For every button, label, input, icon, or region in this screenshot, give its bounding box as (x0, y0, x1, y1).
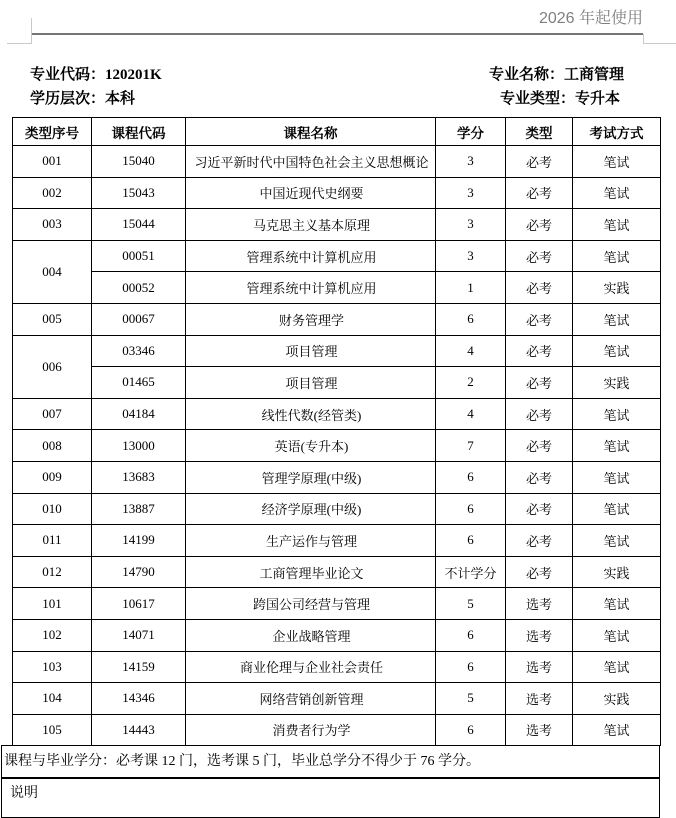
cell-type: 必考 (506, 398, 573, 430)
cell-type: 必考 (506, 461, 573, 493)
cell-course-code: 15040 (92, 146, 186, 178)
cell-credits: 6 (436, 461, 506, 493)
cell-credits: 6 (436, 493, 506, 525)
cell-credits: 5 (436, 588, 506, 620)
cell-type-seq: 105 (13, 714, 92, 746)
table-header-row (13, 118, 661, 146)
cell-course-code: 13683 (92, 461, 186, 493)
table-row (13, 272, 661, 304)
cell-type-seq: 012 (13, 556, 92, 588)
cell-exam-method: 笔试 (573, 619, 661, 651)
cell-credits: 6 (436, 714, 506, 746)
cell-credits: 4 (436, 398, 506, 430)
cell-exam-method: 笔试 (573, 398, 661, 430)
major-name-line (489, 66, 624, 85)
cell-course-name: 项目管理 (186, 367, 436, 399)
education-level-label: 学历层次： (30, 91, 106, 107)
cell-course-name: 英语(专升本) (186, 430, 436, 462)
cell-type-seq: 008 (13, 430, 92, 462)
cell-course-name: 跨国公司经营与管理 (186, 588, 436, 620)
cell-course-code: 00067 (92, 303, 186, 335)
major-name-value: 工商管理 (564, 67, 625, 83)
cell-type: 必考 (506, 303, 573, 335)
cell-credits: 6 (436, 651, 506, 683)
cell-type-seq: 002 (13, 177, 92, 209)
cell-course-name: 中国近现代史纲要 (186, 177, 436, 209)
cell-exam-method: 笔试 (573, 461, 661, 493)
cell-exam-method: 笔试 (573, 525, 661, 557)
cell-type-seq: 009 (13, 461, 92, 493)
cell-credits: 5 (436, 683, 506, 715)
cell-type: 必考 (506, 430, 573, 462)
cell-exam-method: 实践 (573, 683, 661, 715)
cell-type-seq: 007 (13, 398, 92, 430)
cell-type-seq: 102 (13, 619, 92, 651)
table-footer-note: 课程与毕业学分：必考课 12 门，选考课 5 门，毕业总学分不得少于 76 学分。 (1, 745, 660, 778)
cell-type-seq: 001 (13, 146, 92, 178)
cell-course-name: 消费者行为学 (186, 714, 436, 746)
cell-type: 必考 (506, 177, 573, 209)
cell-exam-method: 笔试 (573, 651, 661, 683)
cell-course-name: 商业伦理与企业社会责任 (186, 651, 436, 683)
page-margin-mark-top-left-horizontal (7, 43, 32, 44)
cell-type-seq: 003 (13, 209, 92, 241)
cell-type-seq: 011 (13, 525, 92, 557)
table-row (13, 683, 661, 715)
cell-type: 选考 (506, 588, 573, 620)
major-code-label: 专业代码： (30, 67, 106, 83)
cell-type-seq: 101 (13, 588, 92, 620)
cell-course-name: 管理系统中计算机应用 (186, 272, 436, 304)
cell-course-code: 01465 (92, 367, 186, 399)
cell-type: 必考 (506, 367, 573, 399)
header-credits: 学分 (436, 118, 506, 146)
cell-type: 选考 (506, 651, 573, 683)
cell-course-name: 马克思主义基本原理 (186, 209, 436, 241)
cell-course-name: 生产运作与管理 (186, 525, 436, 557)
cell-credits: 3 (436, 177, 506, 209)
cell-exam-method: 笔试 (573, 588, 661, 620)
cell-course-name: 经济学原理(中级) (186, 493, 436, 525)
table-row (13, 651, 661, 683)
table-row (13, 493, 661, 525)
cell-type: 选考 (506, 714, 573, 746)
cell-course-code: 14199 (92, 525, 186, 557)
cell-course-name: 财务管理学 (186, 303, 436, 335)
major-type-line (500, 90, 620, 109)
page-margin-mark-top-right-horizontal (643, 43, 676, 44)
cell-credits: 3 (436, 240, 506, 272)
education-level-value: 本科 (105, 91, 136, 107)
cell-credits: 7 (436, 430, 506, 462)
cell-course-name: 管理系统中计算机应用 (186, 240, 436, 272)
education-level-line (30, 90, 135, 109)
cell-course-name: 项目管理 (186, 335, 436, 367)
cell-type-seq: 103 (13, 651, 92, 683)
cell-course-code: 14346 (92, 683, 186, 715)
cell-type: 必考 (506, 556, 573, 588)
cell-credits: 3 (436, 146, 506, 178)
cell-credits: 4 (436, 335, 506, 367)
cell-exam-method: 笔试 (573, 177, 661, 209)
table-row (13, 367, 661, 399)
major-type-value: 专升本 (575, 91, 621, 107)
cell-course-code: 04184 (92, 398, 186, 430)
cell-course-code: 00051 (92, 240, 186, 272)
header-exam-method: 考试方式 (573, 118, 661, 146)
cell-course-code: 10617 (92, 588, 186, 620)
table-row (13, 209, 661, 241)
cell-course-name: 企业战略管理 (186, 619, 436, 651)
cell-type: 必考 (506, 335, 573, 367)
table-row (13, 461, 661, 493)
table-partial-last-row (1, 778, 660, 818)
cell-exam-method: 笔试 (573, 146, 661, 178)
cell-credits: 6 (436, 303, 506, 335)
table-row (13, 177, 661, 209)
course-table-body (13, 146, 661, 746)
cell-exam-method: 笔试 (573, 335, 661, 367)
header-type: 类型 (506, 118, 573, 146)
table-row (13, 556, 661, 588)
table-row (13, 619, 661, 651)
major-code-line (30, 66, 162, 85)
header-course-name: 课程名称 (186, 118, 436, 146)
cell-exam-method: 笔试 (573, 240, 661, 272)
cell-type: 必考 (506, 240, 573, 272)
table-row (13, 335, 661, 367)
cell-type: 必考 (506, 493, 573, 525)
header-rule (32, 33, 643, 35)
cell-course-code: 15044 (92, 209, 186, 241)
cell-type-seq: 004 (13, 240, 92, 303)
cell-course-code: 15043 (92, 177, 186, 209)
cell-type-seq: 104 (13, 683, 92, 715)
cell-credits: 6 (436, 525, 506, 557)
table-row (13, 714, 661, 746)
cell-course-name: 习近平新时代中国特色社会主义思想概论 (186, 146, 436, 178)
cell-course-name: 网络营销创新管理 (186, 683, 436, 715)
cell-type-seq: 005 (13, 303, 92, 335)
header-type-seq: 类型序号 (13, 118, 92, 146)
cell-credits: 1 (436, 272, 506, 304)
table-row (13, 240, 661, 272)
cell-course-code: 14159 (92, 651, 186, 683)
cell-type: 选考 (506, 683, 573, 715)
table-row (13, 398, 661, 430)
cell-credits: 2 (436, 367, 506, 399)
table-row (13, 303, 661, 335)
cell-exam-method: 笔试 (573, 209, 661, 241)
cell-exam-method: 实践 (573, 367, 661, 399)
cell-course-name: 线性代数(经管类) (186, 398, 436, 430)
major-code-value: 120201K (105, 67, 162, 83)
cell-credits: 3 (436, 209, 506, 241)
cell-type-seq: 010 (13, 493, 92, 525)
cell-type: 必考 (506, 272, 573, 304)
cell-type: 必考 (506, 525, 573, 557)
cell-course-name: 工商管理毕业论文 (186, 556, 436, 588)
table-row (13, 588, 661, 620)
major-name-label: 专业名称： (489, 67, 565, 83)
cell-exam-method: 实践 (573, 272, 661, 304)
table-row (13, 525, 661, 557)
table-row (13, 430, 661, 462)
cell-course-code: 13000 (92, 430, 186, 462)
cell-course-code: 14071 (92, 619, 186, 651)
cell-course-code: 13887 (92, 493, 186, 525)
partial-row-text: 说明 (10, 786, 38, 801)
cell-exam-method: 实践 (573, 556, 661, 588)
course-plan-table (12, 117, 661, 746)
header-effective-year-note: 2026 年起使用 (538, 10, 643, 27)
cell-type: 必考 (506, 146, 573, 178)
cell-type: 选考 (506, 619, 573, 651)
cell-exam-method: 笔试 (573, 303, 661, 335)
cell-type: 必考 (506, 209, 573, 241)
major-type-label: 专业类型： (500, 91, 576, 107)
cell-course-name: 管理学原理(中级) (186, 461, 436, 493)
cell-credits: 6 (436, 619, 506, 651)
header-course-code: 课程代码 (92, 118, 186, 146)
cell-course-code: 03346 (92, 335, 186, 367)
cell-course-code: 14790 (92, 556, 186, 588)
cell-exam-method: 笔试 (573, 493, 661, 525)
cell-exam-method: 笔试 (573, 430, 661, 462)
cell-credits: 不计学分 (436, 556, 506, 588)
table-row (13, 146, 661, 178)
cell-exam-method: 笔试 (573, 714, 661, 746)
cell-type-seq: 006 (13, 335, 92, 398)
cell-course-code: 14443 (92, 714, 186, 746)
cell-course-code: 00052 (92, 272, 186, 304)
